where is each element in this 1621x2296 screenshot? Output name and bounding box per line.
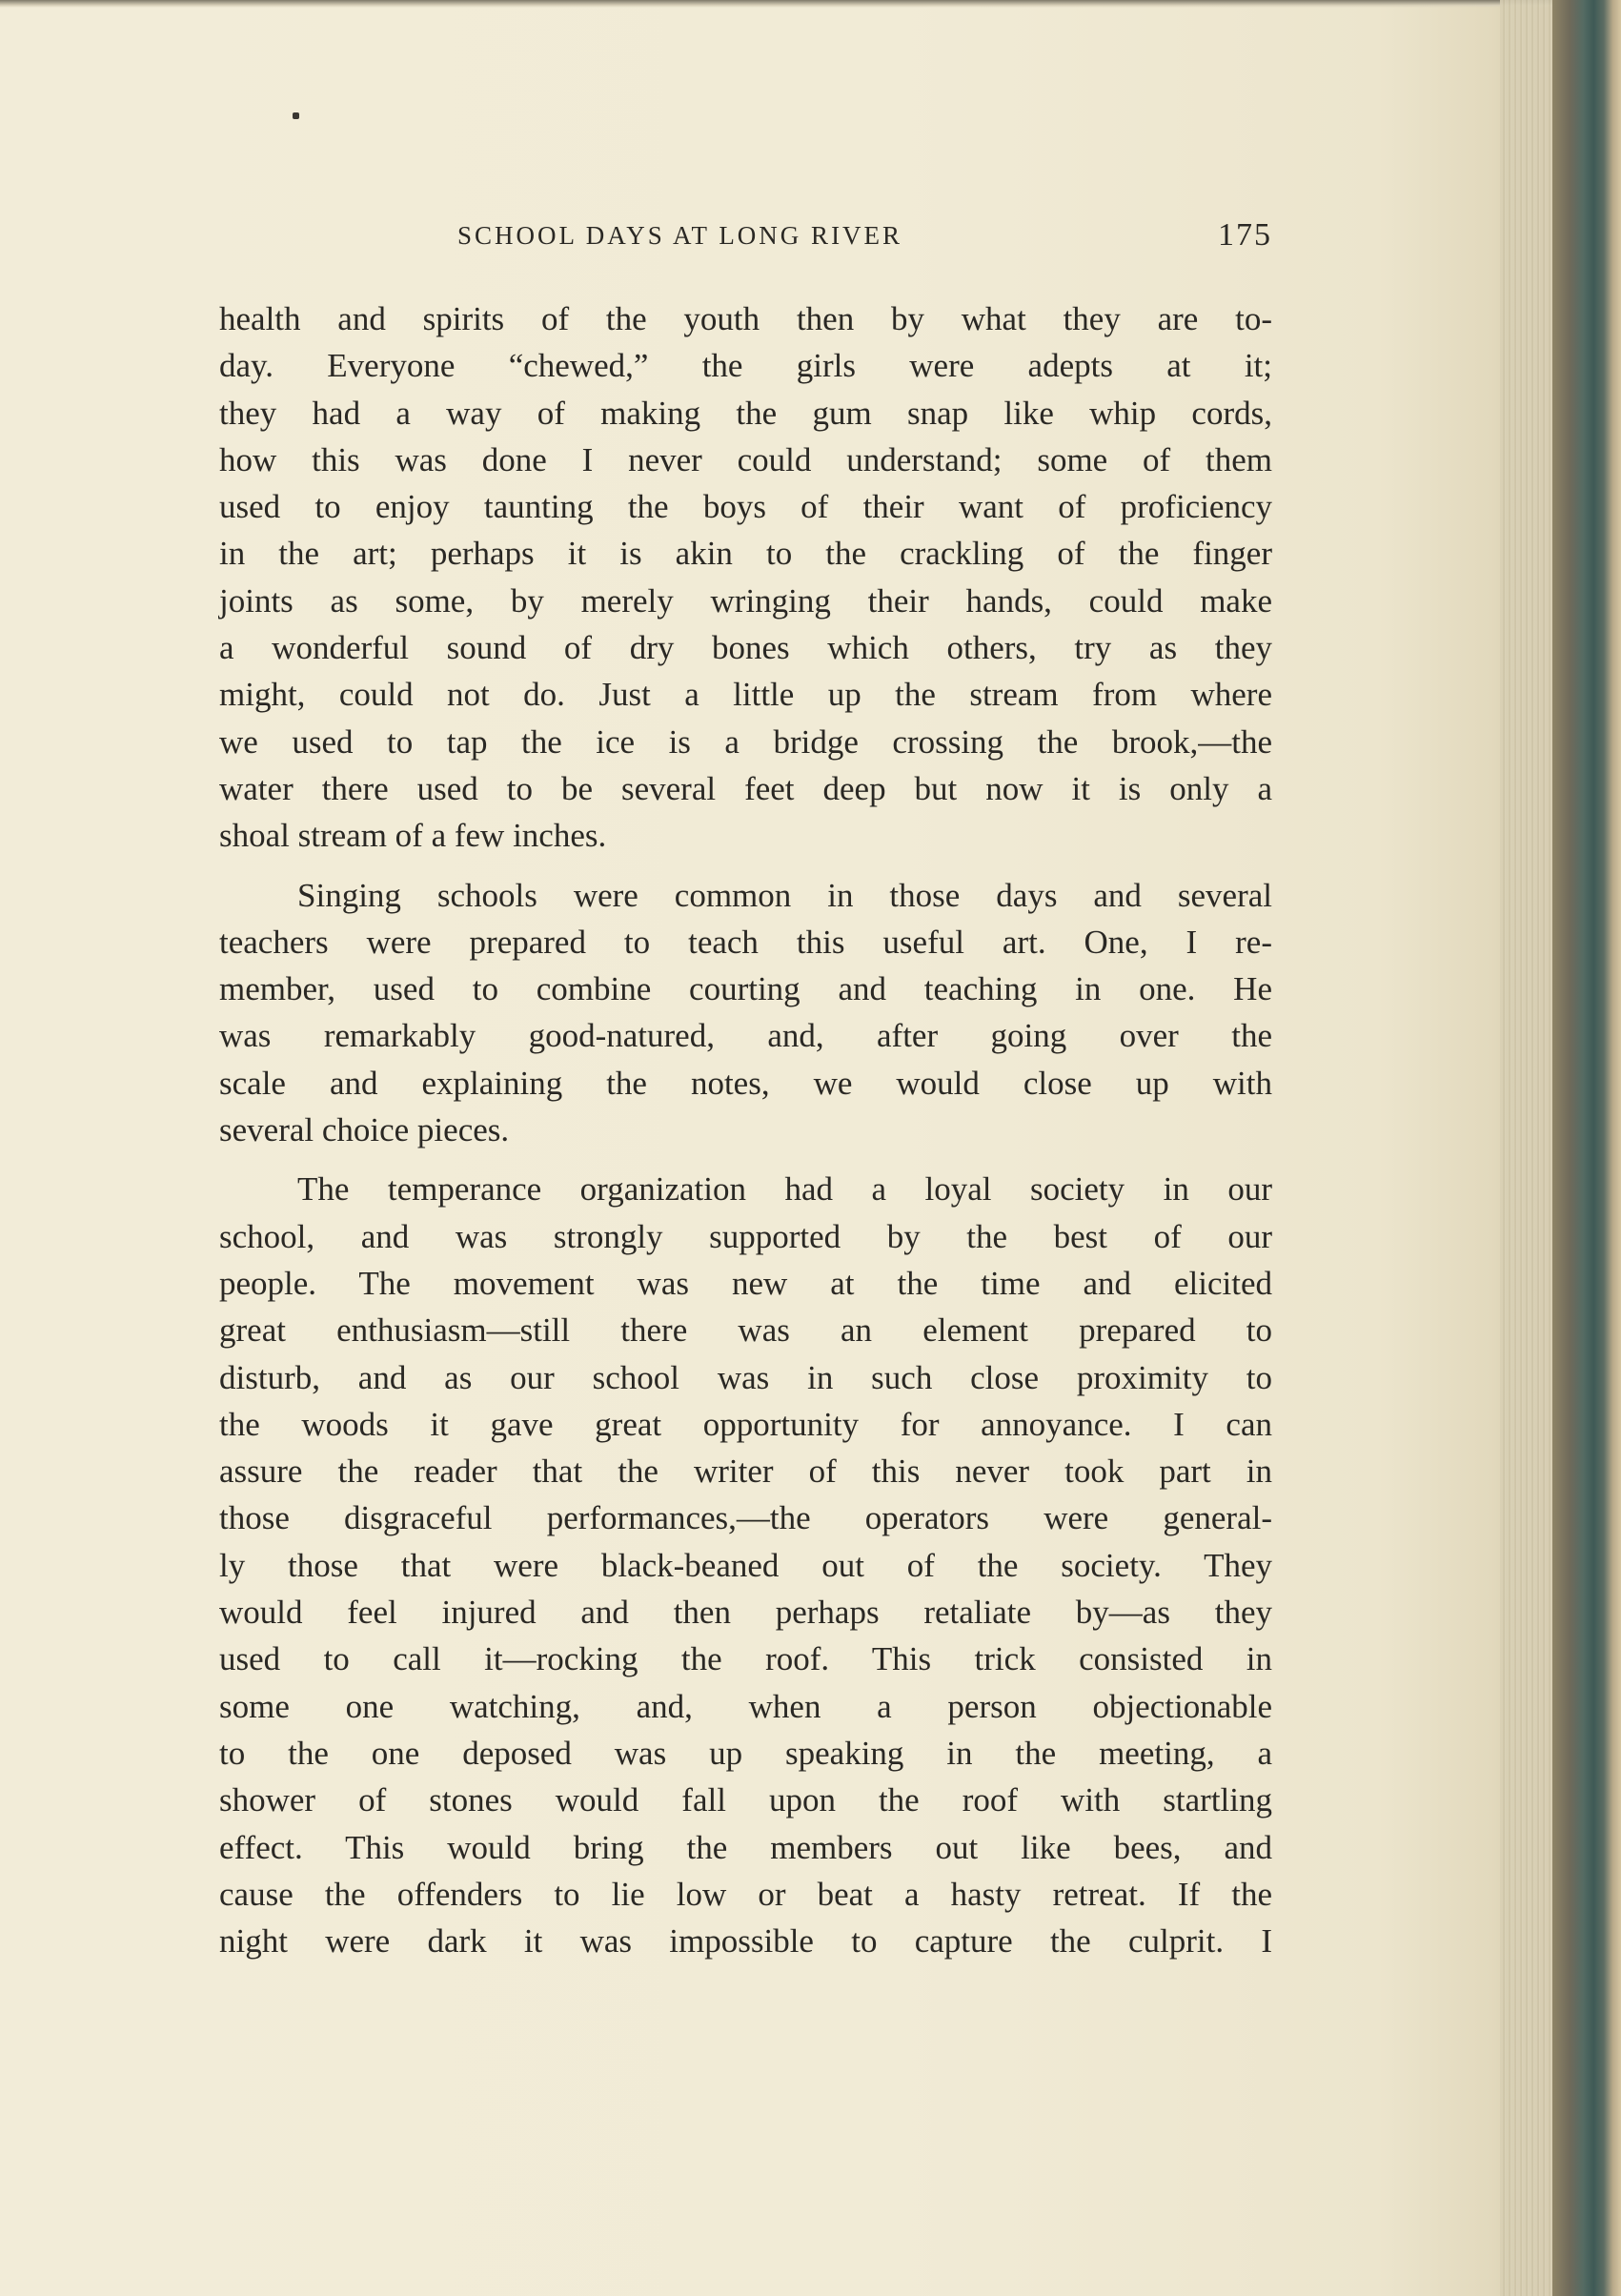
page-number: 175	[1218, 217, 1272, 253]
running-head-title: SCHOOL DAYS AT LONG RIVER	[457, 221, 903, 250]
paragraph	[219, 1166, 1272, 1964]
ink-speck	[293, 112, 299, 119]
text-line: was remarkably good-natured, and, after going over the	[219, 1017, 1272, 1055]
running-head	[219, 217, 1272, 259]
text-line: several choice pieces.	[219, 1111, 510, 1149]
page-fore-edge	[1500, 0, 1552, 2296]
body-text	[219, 295, 1272, 1964]
text-line: shoal stream of a few inches.	[219, 817, 607, 855]
page-top-edge	[0, 0, 1553, 8]
text-line: day. Everyone “chewed,” the girls were adepts at it;	[219, 347, 1272, 385]
text-line: we used to tap the ice is a bridge crossing the brook,—the	[219, 722, 1272, 761]
text-line: cause the offenders to lie low or beat a hasty retreat. If the	[219, 1875, 1272, 1913]
text-line: to the one deposed was up speaking in the meeting, a	[219, 1734, 1272, 1772]
text-line: would feel injured and then perhaps retaliate by—as they	[219, 1594, 1272, 1632]
text-line: might, could not do. Just a little up the stream from where	[219, 676, 1272, 714]
text-line: teachers were prepared to teach this useful art. One, I re-	[219, 923, 1272, 961]
text-line: Singing schools were common in those days and several	[297, 876, 1272, 914]
text-line: joints as some, by merely wringing their hands, could make	[219, 581, 1272, 620]
text-line: shower of stones would fall upon the roof with startling	[219, 1781, 1272, 1819]
text-line: night were dark it was impossible to capture the culprit. I	[219, 1922, 1272, 1961]
paragraph	[219, 872, 1272, 1154]
text-line: used to enjoy taunting the boys of their want of proficiency	[219, 488, 1272, 526]
text-line: a wonderful sound of dry bones which others, try as they	[219, 629, 1272, 667]
book-cover-edge	[1552, 0, 1621, 2296]
text-line: people. The movement was new at the time and elicited	[219, 1264, 1272, 1302]
text-line: great enthusiasm—still there was an element prepared to	[219, 1311, 1272, 1350]
text-line: ly those that were black-beaned out of the society. They	[219, 1546, 1272, 1584]
text-line: water there used to be several feet deep but now it is only a	[219, 769, 1272, 807]
text-line: The temperance organization had a loyal society in our	[297, 1170, 1272, 1209]
text-line: they had a way of making the gum snap like whip cords,	[219, 394, 1272, 432]
text-line: scale and explaining the notes, we would close up with	[219, 1064, 1272, 1102]
text-line: health and spirits of the youth then by what they are to-	[219, 300, 1272, 337]
text-line: the woods it gave great opportunity for annoyance. I can	[219, 1405, 1272, 1443]
text-line: school, and was strongly supported by the best of our	[219, 1217, 1272, 1255]
text-line: disturb, and as our school was in such close proximity to	[219, 1358, 1272, 1396]
paragraph	[219, 295, 1272, 860]
text-line: assure the reader that the writer of this never took part in	[219, 1453, 1272, 1491]
text-line: effect. This would bring the members out like bees, and	[219, 1828, 1272, 1866]
text-line: in the art; perhaps it is akin to the crackling of the finger	[219, 535, 1272, 573]
text-line: used to call it—rocking the roof. This trick consisted in	[219, 1640, 1272, 1678]
text-line: how this was done I never could understand; some of them	[219, 440, 1272, 478]
text-line: those disgraceful performances,—the operators were general-	[219, 1499, 1272, 1537]
text-line: some one watching, and, when a person objectionable	[219, 1687, 1272, 1725]
text-line: member, used to combine courting and teaching in one. He	[219, 970, 1272, 1008]
